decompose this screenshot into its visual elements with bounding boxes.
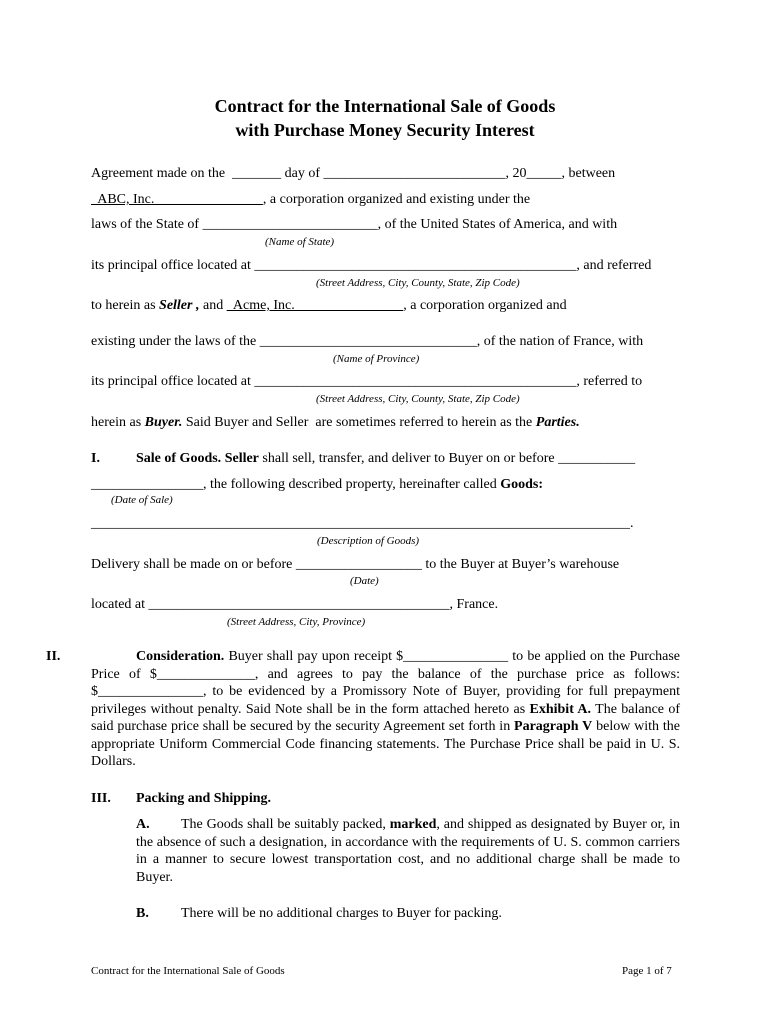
section-2-text-2: The balance of said purchase price shall be secured by the security Agreement set forth in — [91, 701, 680, 734]
section-3-a-text-2: , and shipped as designated by Buyer or, in the absence of such a designation, in accordance with the requirements of U. S. common carriers in a manner to secure lowest transportation cost, and no additional charge shall be made to Buyer. — [136, 817, 680, 885]
intro-line-2 — [91, 191, 680, 209]
section-1-line-2-text: ________________, the following described property, hereinafter called — [91, 477, 501, 492]
section-1-heading: Sale of Goods. — [136, 451, 222, 466]
section-1-heading-line — [136, 450, 680, 468]
section-3-a-paragraph — [136, 816, 680, 886]
seller-name: ABC, Inc. — [91, 192, 263, 207]
section-3-b-text: There will be no additional charges to Buyer for packing. — [181, 906, 502, 921]
footer-document-title: Contract for the International Sale of Goods — [91, 965, 285, 977]
section-3-number: III. — [91, 791, 111, 806]
intro-line-8 — [91, 414, 680, 432]
section-1-location-line: located at ___________________________________________, France. — [91, 597, 499, 612]
intro-line-4: its principal office located at ______________________________________________, and referred — [91, 258, 652, 273]
document-subtitle: with Purchase Money Security Interest — [235, 120, 535, 140]
section-1-line-2 — [91, 476, 680, 494]
intro-line-5-text-a: to herein as — [91, 298, 160, 313]
seller-term: Seller , — [159, 298, 200, 313]
buyer-term: Buyer. — [144, 415, 183, 430]
section-1-seller-term: Seller — [224, 451, 259, 466]
section-3-a-text-1: The Goods shall be suitably packed, — [181, 817, 390, 832]
intro-line-6: existing under the laws of the _______________________________, of the nation of France, with — [91, 334, 644, 349]
section-3-heading: Packing and Shipping. — [136, 791, 272, 806]
intro-line-5-text-c: , a corporation organized and — [403, 298, 567, 313]
intro-line-5 — [91, 297, 680, 315]
section-3-b-label: B. — [136, 906, 149, 921]
section-1-number: I. — [91, 451, 100, 466]
parties-term: Parties. — [535, 415, 580, 430]
paragraph-v-term: Paragraph V — [514, 719, 593, 734]
intro-line-3: laws of the State of _________________________, of the United States of America, and with — [91, 217, 618, 232]
caption-street-city-province: (Street Address, City, Province) — [227, 616, 366, 628]
section-1-delivery-line: Delivery shall be made on or before __________________ to the Buyer at Buyer’s warehouse — [91, 557, 620, 572]
exhibit-a-term: Exhibit A. — [529, 701, 592, 717]
section-2-heading: Consideration. — [136, 649, 225, 664]
footer-page-number: Page 1 of 7 — [622, 965, 672, 977]
section-3-heading-line — [136, 790, 680, 808]
intro-line-7: its principal office located at ______________________________________________, referred to — [91, 374, 643, 389]
caption-description-of-goods: (Description of Goods) — [317, 535, 420, 547]
caption-date-of-sale: (Date of Sale) — [111, 494, 173, 506]
marked-term: marked — [389, 817, 437, 832]
intro-line-2-text: , a corporation organized and existing under the — [262, 192, 531, 207]
caption-street-address-2: (Street Address, City, County, State, Zip Code) — [316, 393, 520, 405]
intro-line-5-text-b: and — [199, 298, 227, 313]
caption-name-of-state: (Name of State) — [265, 236, 335, 248]
caption-name-of-province: (Name of Province) — [333, 353, 420, 365]
section-2-text-1: Buyer shall pay upon receipt $_______________ to be applied on the Purchase Price of $______________, and agrees to pay the balance of the purchase price as follows: $_______________, to be evidenced by a Promissory Note of Buyer, providing for full prepayment privileges without penalty. Said Note shall be in the form attached hereto as — [91, 649, 680, 717]
section-1-text: shall sell, transfer, and deliver to Buyer on or before ___________ — [258, 451, 636, 466]
goods-term: Goods: — [500, 477, 544, 492]
intro-line-8-text-a: herein as — [91, 415, 145, 430]
section-2-paragraph — [46, 648, 680, 771]
caption-street-address-1: (Street Address, City, County, State, Zip Code) — [316, 277, 520, 289]
section-3-a-label: A. — [136, 817, 150, 832]
intro-line-1: Agreement made on the _______ day of __________________________, 20_____, between — [91, 166, 616, 181]
section-2-text-3: below with the appropriate Uniform Commercial Code financing statements. The Purchase Price shall be paid in U. S. Dollars. — [91, 719, 680, 769]
document-title: Contract for the International Sale of Goods — [214, 96, 556, 116]
intro-line-8-text-b: Said Buyer and Seller are sometimes referred to herein as the — [182, 415, 536, 430]
section-2-number: II. — [46, 649, 61, 664]
section-1-description-line: _____________________________________________________________________________. — [91, 516, 634, 531]
caption-date: (Date) — [350, 575, 379, 587]
buyer-name: Acme, Inc. — [226, 298, 404, 313]
